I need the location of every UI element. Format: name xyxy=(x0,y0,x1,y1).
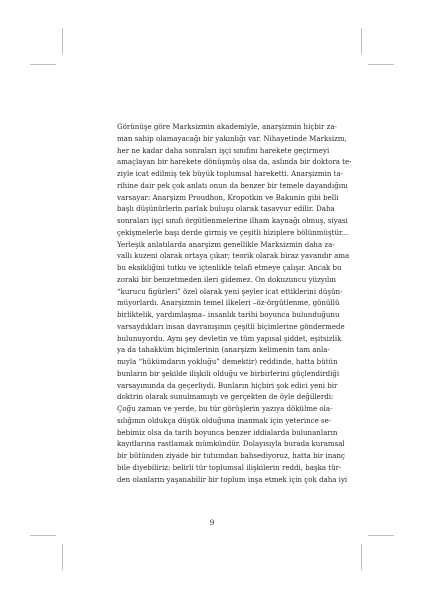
text-line: birliktelik, yardımlaşma– insanlık tarihi boyunca bulunduğunu xyxy=(117,310,340,319)
text-line: vallı kuzeni olarak ortaya çıkar; teorik olarak biraz yavandır ama xyxy=(117,251,350,261)
text-line: sonraları işçi sınıfı örgütlenmelerine ilham kaynağı olmuş, siyasi xyxy=(117,216,348,225)
text-line: rihine dair pek çok anlatı onun da benzer bir temele dayandığını xyxy=(117,180,348,190)
text-line: bile diyebiliriz: belirli tür toplumsal ilişkilerin reddi, başka tür- xyxy=(117,462,342,472)
text-line: man sahip olamayacağı bir yakınlığı var. Nihayetinde Marksizm, xyxy=(117,133,347,143)
crop-mark-top-right-v xyxy=(361,28,362,54)
text-line: “kurucu figürleri” özel olarak yeni şeyler icat ettiklerini düşün- xyxy=(117,286,343,296)
text-line: bebimiz olsa da tarih boyunca benzer iddialarda bulunanların xyxy=(117,427,338,437)
text-line: doktrin olarak sunulmamıştı ve gerçekten de öyle değillerdi: xyxy=(117,392,334,402)
text-line: zoraki bir benzetmeden ileri gidemez. On dokuzuncu yüzyılın xyxy=(117,274,337,284)
text-line: varsayımında da geçerliydi. Bunların hiçbiri şok edici yeni bir xyxy=(117,380,338,390)
crop-mark-bottom-left-h xyxy=(30,535,56,536)
crop-mark-top-left-v xyxy=(62,28,63,54)
crop-mark-bottom-right-h xyxy=(368,535,394,536)
text-line: başlı düşünürlerin parlak buluşu olarak tasavvur edilir. Daha xyxy=(117,204,335,214)
text-line: bunların bir şekilde ilişkili olduğu ve birbirlerini güçlendirdiği xyxy=(117,368,340,378)
crop-mark-top-right-h xyxy=(368,64,394,65)
text-line: den olanların yaşanabilir bir toplum inşa etmek için çok daha iyi xyxy=(117,474,348,484)
text-line: amaçlayan bir harekete dönüşmüş olsa da, aslında bir doktora te- xyxy=(117,157,352,167)
text-line: kayıtlarına rastlamak mümkündür. Dolayısıyla burada kuramsal xyxy=(117,439,345,449)
text-line: mıyla “hükümdarın yokluğu” demektir) reddinde, hatta bütün xyxy=(117,357,338,366)
text-line: müyorlardı. Anarşizmin temel ilkeleri –öz-örgütlenme, gönüllü xyxy=(117,298,340,308)
text-line: bir bütünden ziyade bir tutumdan bahsediyoruz, hatta bir inanç xyxy=(117,451,345,460)
text-line: varsayar: Anarşizm Proudhon, Kropotkin ve Bakunin gibi belli xyxy=(117,192,339,202)
crop-mark-top-left-h xyxy=(30,64,56,65)
text-line: çekişmelerle başı derde girmiş ve çeşitli hiziplere bölünmüştür... xyxy=(117,227,349,237)
crop-mark-bottom-left-v xyxy=(62,544,63,570)
text-line: Yerleşik anlatılarda anarşizm genellikle Marksizmin daha za- xyxy=(117,239,335,249)
text-line: ya da tahakküm biçimlerinin (anarşizm kelimenin tam anla- xyxy=(117,345,330,355)
text-line: varsaydıkları insan davranışının çeşitli biçimlerine göndermede xyxy=(117,321,345,331)
text-line: ziyle icat edilmiş tek büyük toplumsal hareketti. Anarşizmin ta- xyxy=(117,169,344,178)
page-number: 9 xyxy=(209,518,215,527)
text-line: bulunuyordu. Aynı şey devletin ve tüm yapısal şiddet, eşitsizlik xyxy=(117,333,342,343)
text-line: her ne kadar daha sonraları işçi sınıfını harekete geçirmeyi xyxy=(117,145,330,155)
text-line: Görünüşe göre Marksizmin akademiyle, anarşizmin hiçbir za- xyxy=(117,122,337,131)
crop-mark-bottom-right-v xyxy=(361,544,362,570)
text-line: sılığının oldukça düşük olduğuna inanmak için yeterince se- xyxy=(117,415,332,425)
text-line: Çoğu zaman ve yerde, bu tür görüşlerin yazıya dökülme ola- xyxy=(117,404,333,413)
text-line: bu eksikliğini tutku ve içtenlikle telafi etmeye çalışır. Ancak bu xyxy=(117,263,342,272)
body-text xyxy=(117,121,352,485)
